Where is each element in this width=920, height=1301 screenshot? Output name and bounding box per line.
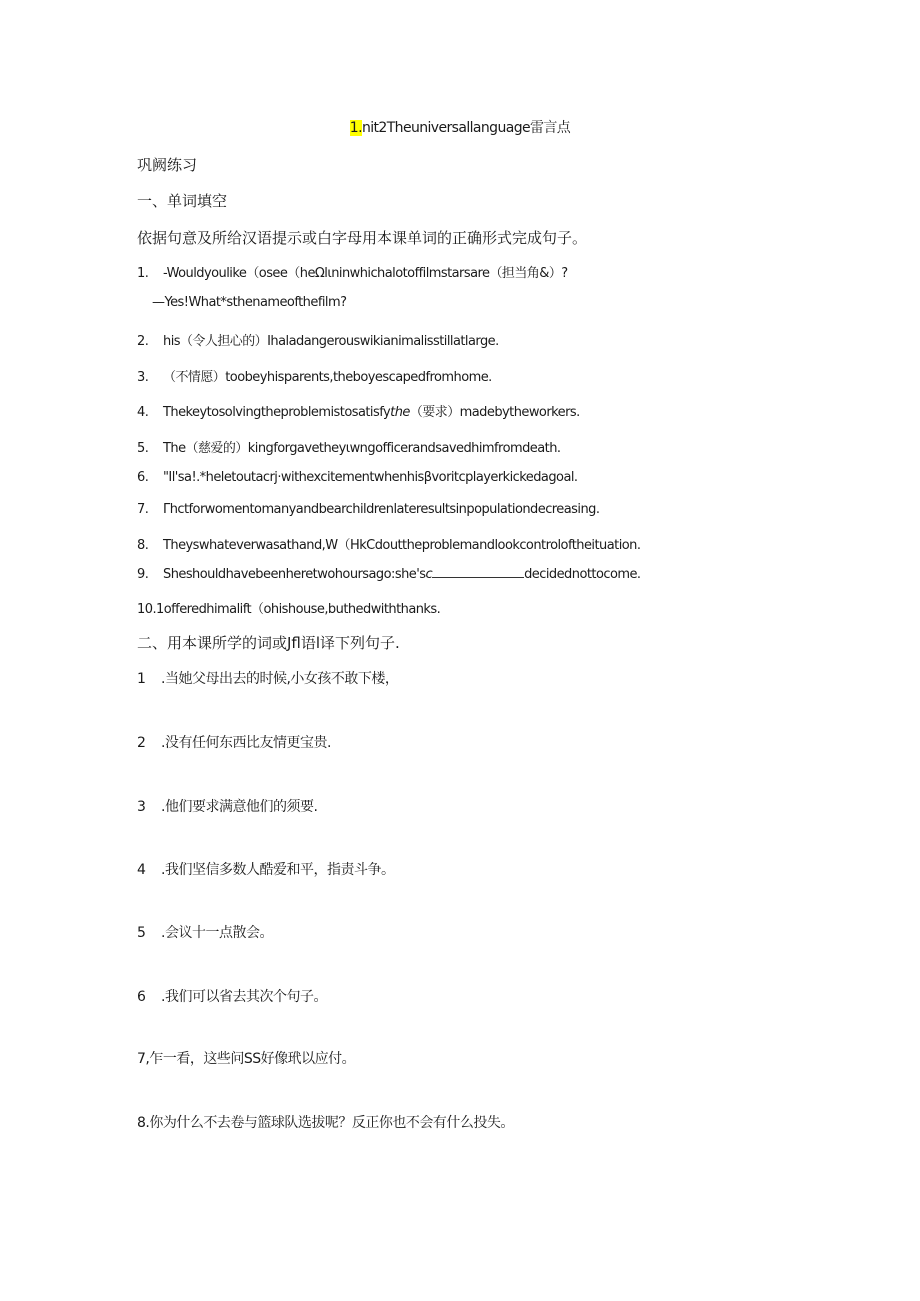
answer-blank[interactable] [432, 566, 524, 578]
item-text: .他们要求满意他们的须要. [161, 799, 318, 815]
question-item [137, 598, 440, 617]
item-text: （要求）madebytheworkers. [409, 405, 580, 420]
item-text: decidednottocome. [524, 567, 641, 582]
translation-item [137, 1112, 514, 1132]
item-text: .没有任何东西比友情更宝贵. [161, 735, 331, 751]
item-number: 3. [137, 370, 149, 385]
item-number: 2 [137, 735, 146, 751]
item-text: -Wouldyoulike（osee（heΩlιninwhichalotoffilmstarsare（担当角&）? [163, 266, 568, 281]
question-item [137, 262, 568, 281]
translation-item [137, 796, 317, 816]
item-text: his（令人担心的）Ihaladangerouswikianimalisstillatlarge. [163, 334, 499, 349]
part1-instruction: 依据句意及所给汉语提示或白字母用本课单词的正确形式完成句子。 [137, 229, 588, 247]
item-number: 1 [137, 671, 146, 687]
item-text: —Yes!What*sthenameofthefilm? [152, 295, 347, 310]
item-text: .当她父母出去的时候,小女孩不敢下楼， [161, 671, 399, 687]
title-text: nit2Theuniversallanguage雷言点 [361, 120, 571, 136]
item-text: 8.你为什么不去卷与篮球队选拔呢？反正你也不会有什么投失。 [137, 1115, 514, 1131]
item-number: 6 [137, 989, 146, 1005]
item-text-italic: c [425, 567, 433, 582]
item-number: 3 [137, 799, 146, 815]
item-number: 6. [137, 470, 149, 485]
translation-item [137, 922, 273, 942]
item-number: 9. [137, 567, 149, 582]
item-text: Sheshouldhavebeenheretwohoursago:she's [163, 567, 426, 582]
title-highlight: 1. [349, 120, 362, 136]
item-text-italic: the [390, 405, 410, 420]
section-label: 巩阙练习 [137, 156, 198, 174]
item-text: （不情愿）toobeyhisparents,theboyescapedfromhome. [163, 370, 492, 385]
item-text: 7,乍一看，这些问SS好像玳以应付。 [137, 1051, 356, 1067]
question-item [137, 470, 578, 485]
item-text: Theyswhateverwasathand,W（HkCdouttheproblemandlookcontroloftheituation. [163, 538, 641, 553]
part2-heading: 二、用本课所学的词或Jfl语l译下列句子. [137, 634, 400, 652]
question-item [137, 534, 640, 553]
item-number: 7. [137, 502, 149, 517]
question-item [137, 330, 499, 349]
translation-item [137, 1048, 355, 1068]
item-text: .我们可以省去其次个句子。 [161, 989, 327, 1005]
item-number: 1. [137, 266, 149, 281]
question-item [137, 437, 560, 456]
translation-item [137, 668, 398, 688]
item-text: .会议十一点散会。 [161, 925, 273, 941]
part1-heading: 一、单词填空 [137, 192, 228, 210]
item-text: 10.1offeredhimalift（ohishouse,buthedwiththanks. [137, 602, 441, 617]
question-item [152, 295, 346, 310]
question-item [137, 502, 599, 517]
translation-item [137, 859, 394, 879]
translation-item [137, 986, 327, 1006]
question-item [137, 566, 641, 582]
question-item [137, 366, 492, 385]
item-text: Γhctforwomentomanyandbearchildrenlateresultsinpopulationdecreasing. [163, 502, 600, 517]
item-text: "Il'sa!.*heletoutacrj·withexcitementwhenhisβvoritcplayerkickedagoal. [163, 470, 578, 485]
item-number: 5. [137, 441, 149, 456]
item-text: The（慈爱的）kingforgavetheyιwngofficerandsavedhimfromdeath. [163, 441, 561, 456]
question-item [137, 401, 580, 420]
page-title [0, 117, 920, 137]
item-number: 5 [137, 925, 146, 941]
item-number: 2. [137, 334, 149, 349]
translation-item [137, 732, 331, 752]
item-text: .我们坚信多数人酷爱和平，指责斗争。 [161, 862, 395, 878]
item-text: Thekeytosolvingtheproblemistosatisfy [163, 405, 391, 420]
item-number: 8. [137, 538, 149, 553]
item-number: 4 [137, 862, 146, 878]
item-number: 4. [137, 405, 149, 420]
